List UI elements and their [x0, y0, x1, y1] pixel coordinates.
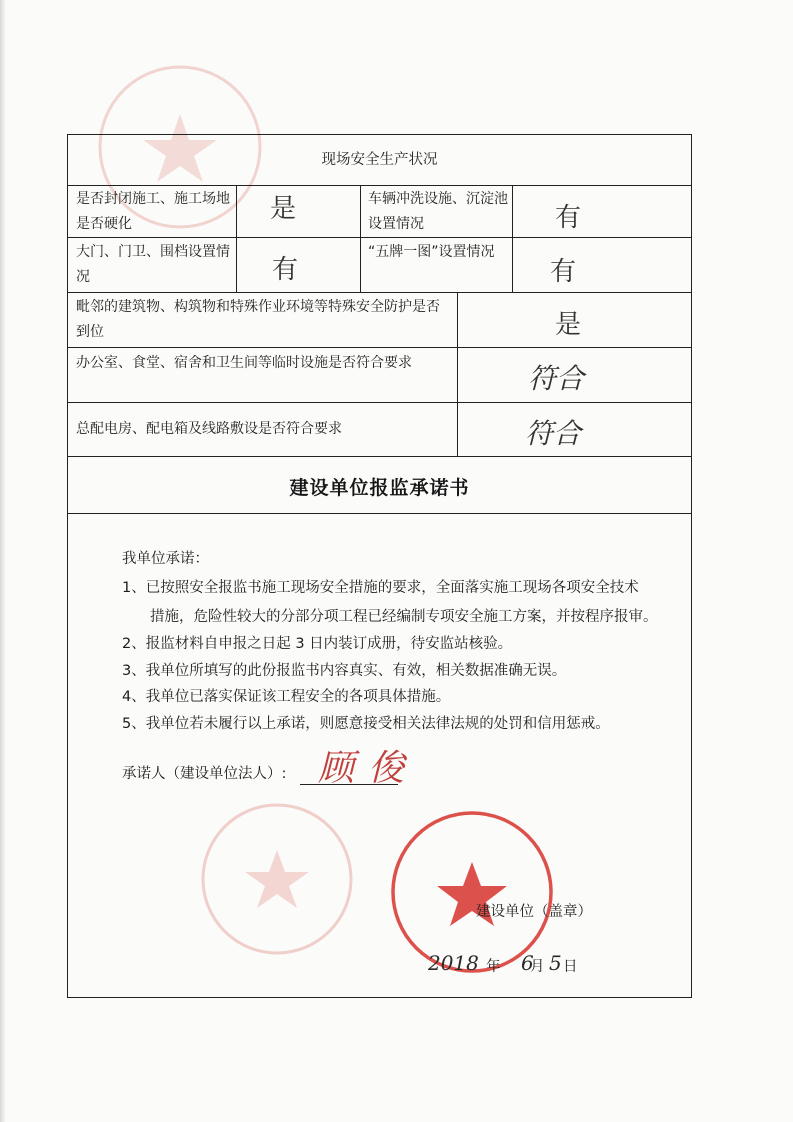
table-divider-v: [236, 185, 237, 292]
table-divider: [67, 185, 692, 186]
cell-question: 大门、门卫、围档设置情况: [76, 244, 230, 285]
signature: 顾俊: [318, 748, 419, 789]
date-day: 5: [549, 951, 562, 975]
cell-question: 车辆冲洗设施、沉淀池设置情况: [368, 191, 508, 232]
commitment-intro: 我单位承诺：: [122, 551, 209, 567]
cell-question: “五牌一图”设置情况: [368, 244, 495, 260]
date-year: 2018: [428, 951, 479, 975]
commitment-item: 措施，危险性较大的分部分项工程已经编制专项安全施工方案，并按程序报审。: [150, 609, 658, 625]
cell-question: 是否封闭施工、施工场地是否硬化: [76, 191, 230, 232]
commitment-item: 2、报监材料自申报之日起 3 日内装订成册，待安监站核验。: [122, 636, 513, 652]
table-divider-v: [360, 185, 361, 292]
handwritten-answer: 符合: [525, 417, 582, 450]
date-month-suffix: 月: [530, 959, 545, 975]
handwritten-answer: 符合: [528, 362, 585, 395]
commitment-title: 建设单位报监承诺书: [289, 477, 470, 499]
commitment-item: 4、我单位已落实保证该工程安全的各项具体措施。: [122, 689, 451, 705]
handwritten-answer: 是: [555, 310, 582, 340]
table-divider: [67, 456, 692, 457]
unit-seal-label: 建设单位（盖章）: [476, 904, 592, 920]
scan-edge-shadow: [0, 0, 6, 1122]
table-header: 现场安全生产状况: [321, 152, 438, 168]
table-divider: [67, 402, 692, 403]
table-divider-v: [512, 185, 513, 292]
cell-question: 总配电房、配电箱及线路敷设是否符合要求: [76, 421, 342, 437]
handwritten-answer: 有: [272, 255, 299, 285]
cell-question: 办公室、食堂、宿舍和卫生间等临时设施是否符合要求: [76, 355, 412, 371]
handwritten-answer: 有: [550, 257, 577, 287]
table-divider: [67, 237, 692, 238]
handwritten-answer: 是: [270, 194, 297, 224]
faint-seal-left: [198, 800, 356, 958]
table-divider: [67, 292, 692, 293]
date-month: 6: [521, 951, 534, 975]
date-day-suffix: 日: [563, 959, 578, 975]
table-divider-v: [457, 292, 458, 456]
signer-label: 承诺人（建设单位法人）:: [122, 766, 287, 782]
commitment-item: 1、已按照安全报监书施工现场安全措施的要求，全面落实施工现场各项安全技术: [122, 580, 639, 596]
date-year-suffix: 年: [486, 959, 501, 975]
table-divider: [67, 513, 692, 514]
table-divider: [67, 347, 692, 348]
commitment-item: 3、我单位所填写的此份报监书内容真实、有效，相关数据准确无误。: [122, 663, 567, 679]
cell-question: 毗邻的建筑物、构筑物和特殊作业环境等特殊安全防护是否到位: [76, 299, 440, 340]
handwritten-answer: 有: [555, 203, 582, 233]
commitment-item: 5、我单位若未履行以上承诺，则愿意接受相关法律法规的处罚和信用惩戒。: [122, 716, 610, 732]
